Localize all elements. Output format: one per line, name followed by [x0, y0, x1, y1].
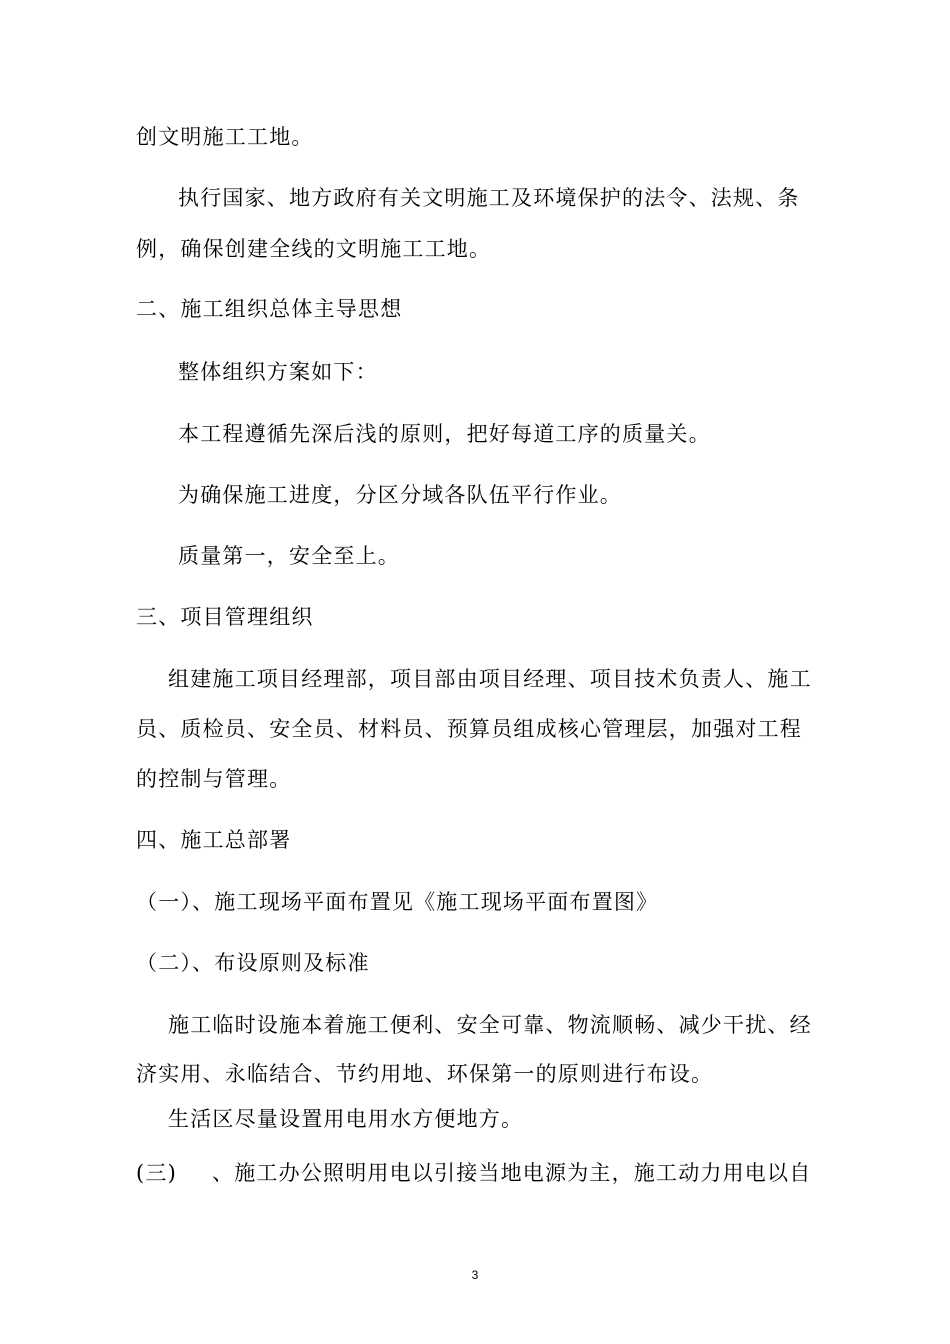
- text-line: 生活区尽量设置用电用水方便地方。: [168, 1107, 524, 1131]
- subsection-marker: (三): [136, 1161, 177, 1185]
- subsection-heading: （二）、布设原则及标准: [136, 951, 370, 975]
- text-line: 员、质检员、安全员、材料员、预算员组成核心管理层，加强对工程: [136, 717, 802, 741]
- text-line: 组建施工项目经理部，项目部由项目经理、项目技术负责人、施工: [168, 667, 812, 691]
- text-line: 施工临时设施本着施工便利、安全可靠、物流顺畅、减少干扰、经: [168, 1013, 812, 1037]
- section-heading: 二、施工组织总体主导思想: [136, 297, 403, 321]
- text-line: 济实用、永临结合、节约用地、环保第一的原则进行布设。: [136, 1062, 714, 1086]
- subsection-heading: （一）、施工现场平面布置见《施工现场平面布置图》: [136, 890, 659, 914]
- text-line: 创文明施工工地。: [136, 125, 314, 149]
- text-line: 整体组织方案如下：: [178, 360, 378, 384]
- page-number: 3: [471, 1268, 479, 1282]
- text-line: 质量第一，安全至上。: [178, 544, 400, 568]
- text-line: 、施工办公照明用电以引接当地电源为主，施工动力用电以自: [212, 1161, 812, 1185]
- text-line: 为确保施工进度，分区分域各队伍平行作业。: [178, 483, 622, 507]
- text-line: 执行国家、地方政府有关文明施工及环境保护的法令、法规、条: [178, 186, 800, 210]
- text-line: 的控制与管理。: [136, 767, 292, 791]
- text-line: 本工程遵循先深后浅的原则，把好每道工序的质量关。: [178, 422, 711, 446]
- section-heading: 四、施工总部署: [136, 828, 292, 852]
- text-line: 例，确保创建全线的文明施工工地。: [136, 237, 492, 261]
- section-heading: 三、项目管理组织: [136, 605, 314, 629]
